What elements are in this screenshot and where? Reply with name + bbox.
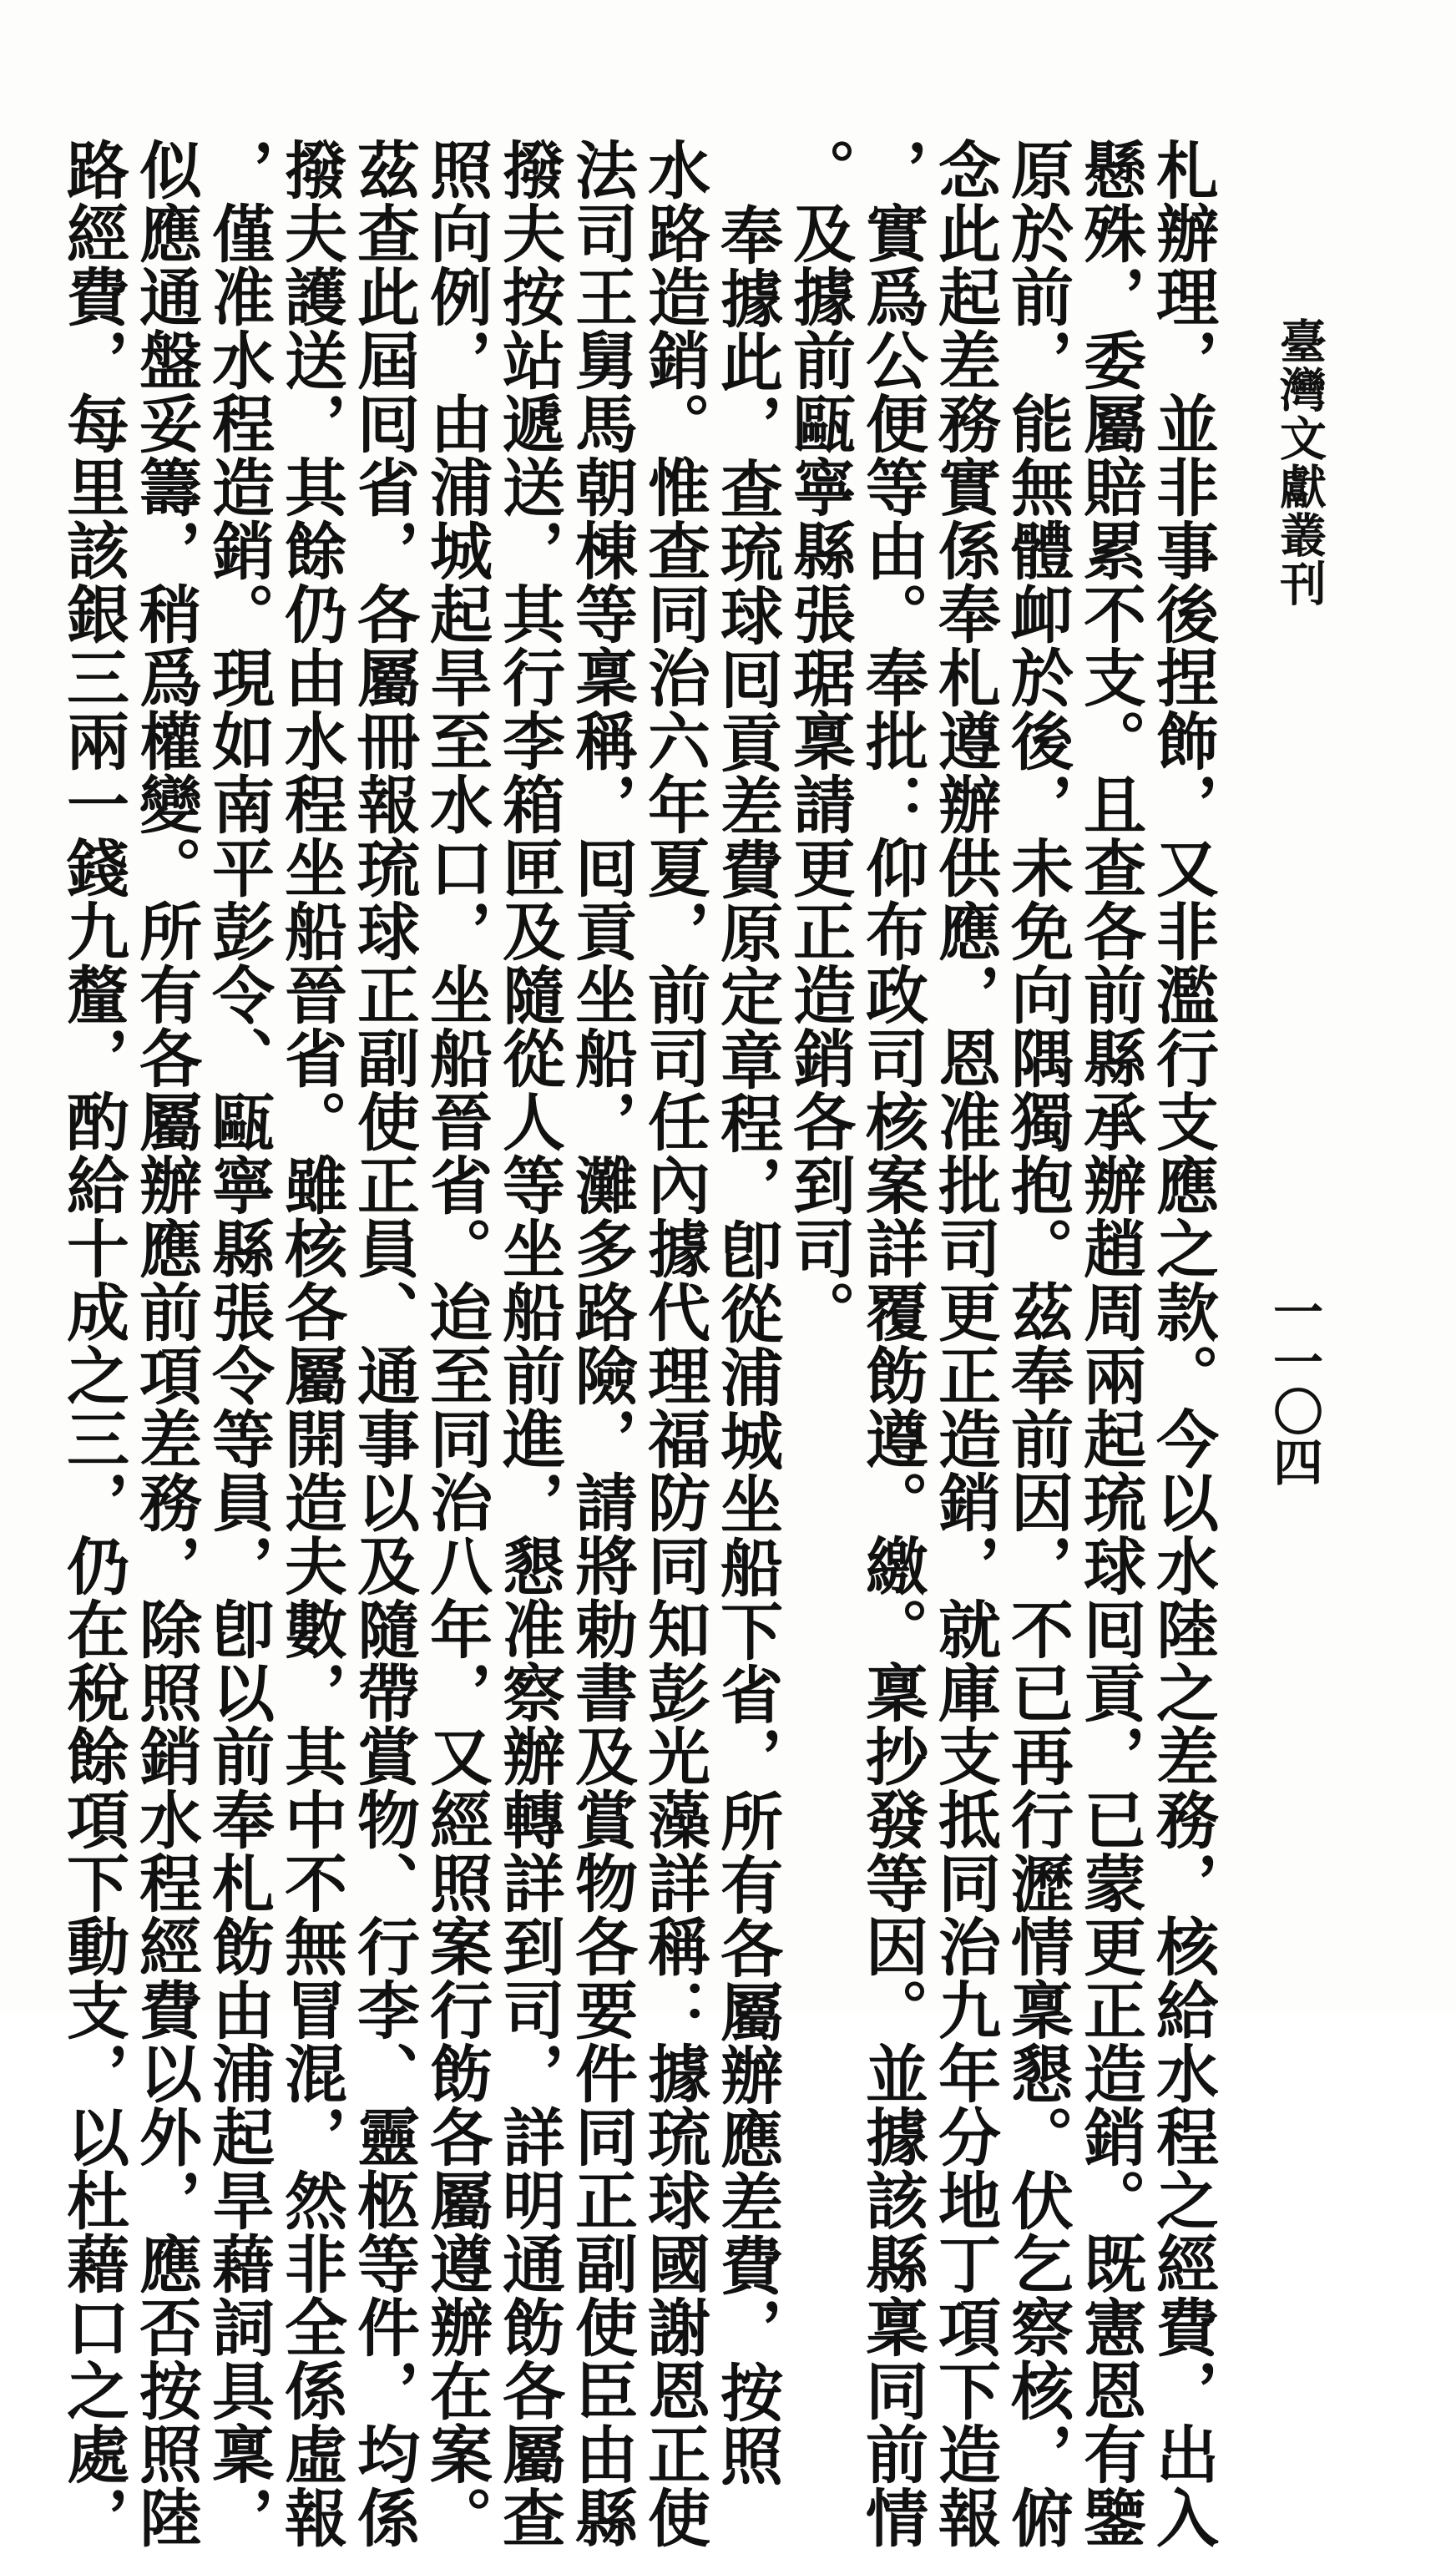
text-column: ，僅准水程造銷。現如南平彭令、甌寧縣張令等員，卽以前奉札飭由浦起旱藉詞具稟，	[202, 138, 276, 2549]
text-column: 撥夫護送，其餘仍由水程坐船晉省。雖核各屬開造夫數，其中不無冒混，然非全係虛報	[275, 138, 348, 2549]
text-column: 札辦理，並非事後捏飾，又非濫行支應之款。今以水陸之差務，核給水程之經費，出入	[1146, 138, 1220, 2549]
text-column: 奉據此，查琉球囘貢差費原定章程，卽從浦城坐船下省，所有各屬辦應差費，按照	[710, 203, 784, 2487]
text-column: 念此起差務實係奉札遵辦供應，恩准批司更正造銷，就庫支抵同治九年分地丁項下造報	[928, 138, 1002, 2549]
text-column: ，實爲公便等由。奉批：仰布政司核案詳覆飭遵。繳。稟抄發等因。並據該縣稟同前情	[856, 138, 929, 2549]
text-column: 撥夫按站遞送，其行李箱匣及隨從人等坐船前進，懇准察辦轉詳到司，詳明通飭各屬查	[493, 138, 566, 2549]
vertical-text-body	[57, 138, 1220, 2549]
text-column: 茲查此屆囘省，各屬冊報琉球正副使正員、通事以及隨帶賞物、行李、靈柩等件，均係	[347, 138, 421, 2549]
text-column: 路經費，每里該銀三兩一錢九釐，酌給十成之三，仍在稅餘項下動支，以杜藉口之處，	[57, 138, 130, 2549]
text-column: 。及據前甌寧縣張琚稟請更正造銷各到司。	[783, 138, 857, 1343]
text-column: 水路造銷。惟查同治六年夏，前司任內據代理福防同知彭光藻詳稱：據琉球國謝恩正使	[638, 138, 711, 2549]
page-number: 一一〇四	[1265, 1286, 1323, 1486]
text-column: 似應通盤妥籌，稍爲權變。所有各屬辦應前項差務，除照銷水程經費以外，應否按照陸	[129, 138, 203, 2549]
book-series-title: 臺灣文獻叢刊	[1272, 317, 1327, 608]
text-column: 原於前，能無體卹於後，未免向隅獨抱。茲奉前因，不已再行瀝情稟懇。伏乞察核，俯	[1001, 138, 1074, 2549]
text-column: 照向例，由浦城起旱至水口，坐船晉省。迨至同治八年，又經照案行飭各屬遵辦在案。	[420, 138, 493, 2549]
text-column: 懸殊，委屬賠累不支。且查各前縣承辦趙周兩起琉球囘貢，已蒙更正造銷。既憲恩有鑒	[1074, 138, 1147, 2549]
text-column: 法司王舅馬朝棟等稟稱，囘貢坐船，灘多路險，請將勅書及賞物各要件同正副使臣由縣	[565, 138, 639, 2549]
